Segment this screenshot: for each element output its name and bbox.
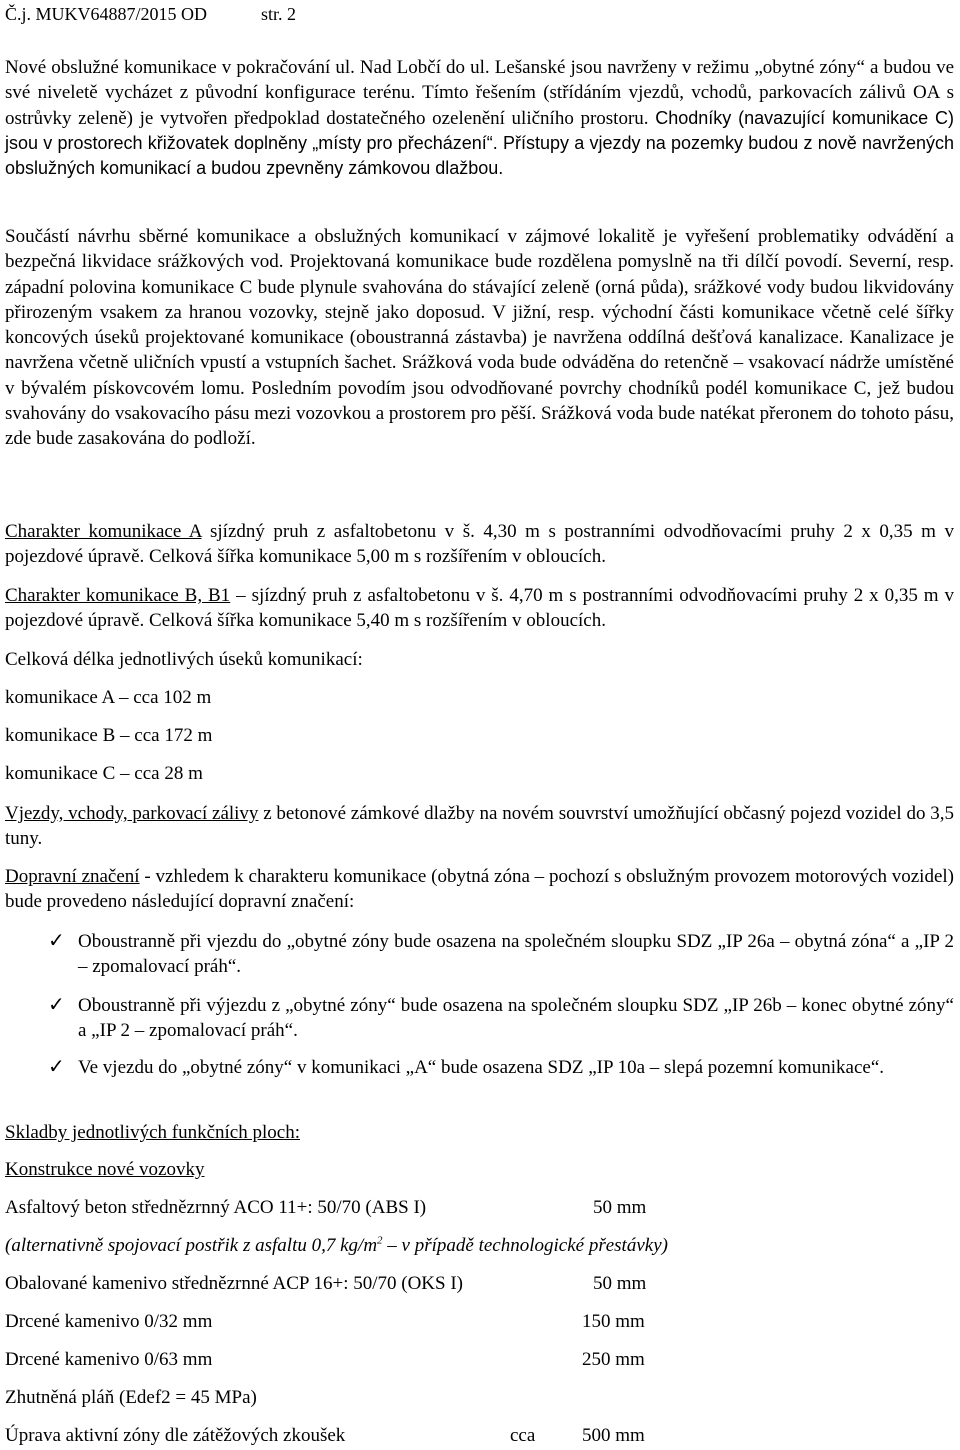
checkmark-icon: ✓ <box>48 992 65 1016</box>
layer-value: 50 mm <box>593 1197 647 1218</box>
paragraph-vjezdy <box>5 801 954 852</box>
layer-value: 250 mm <box>582 1349 645 1370</box>
check-item-text: Oboustranně při výjezdu z „obytné zóny“ bude osazena na společném sloupku SDZ „IP 26b – konec obytné zóny“ a „IP 2 – zpomalovací práh“. <box>78 995 954 1042</box>
note-text-end: – v případě technologické přestávky) <box>382 1235 668 1256</box>
length-item: komunikace B – cca 172 m <box>5 725 213 746</box>
check-item <box>8 993 954 1044</box>
layer-value: 500 mm <box>582 1425 645 1446</box>
char-b-text: – sjízdný pruh z asfaltobetonu v š. 4,70 m s postranními odvodňovacími pruhy 2 x 0,35 m v pojezdové úpravě. Celková šířka komunikace 5,40 m s rozšířením v obloucích. <box>5 585 954 632</box>
char-b-label: Charakter komunikace B, B1 <box>5 585 231 606</box>
layer-name: Drcené kamenivo 0/32 mm <box>5 1311 213 1332</box>
intro-text: Nové obslužné komunikace v pokračování ul. Nad Lobčí do ul. Lešanské jsou navrženy v režimu „obytné zóny“ a budou ve své niveletě vycházet z původní konfigurace terénu. Tímto řešením (střídáním vjezdů, vchodů, parkovacích zálivů OA s ostrůvky zeleně) je vytvořen předpoklad dostatečného ozelenění uličního prostoru. <box>5 57 954 129</box>
layer-value: 50 mm <box>593 1273 647 1294</box>
note-sup: 2 <box>377 1234 383 1247</box>
layer-name: Obalované kamenivo střednězrnné ACP 16+: 50/70 (OKS I) <box>5 1273 464 1294</box>
page-number: str. 2 <box>261 4 297 24</box>
paragraph-char-a <box>5 519 954 570</box>
checkmark-icon: ✓ <box>48 928 65 952</box>
skladby-subtitle: Konstrukce nové vozovky <box>5 1159 205 1180</box>
check-item <box>8 929 954 980</box>
layer-name: Asfaltový beton střednězrnný ACO 11+: 50/70 (ABS I) <box>5 1197 427 1218</box>
lengths-title-text: Celková délka jednotlivých úseků komunikací: <box>5 649 363 670</box>
length-item: komunikace C – cca 28 m <box>5 763 203 784</box>
paragraph-dopravni <box>5 864 954 915</box>
vjezdy-text: z betonové zámkové dlažby na novém souvrství umožňující občasný pojezd vozidel do 3,5 tuny. <box>5 803 954 850</box>
layer-value: 150 mm <box>582 1311 645 1332</box>
dopravni-text: - vzhledem k charakteru komunikace (obytná zóna – pochozí s obslužným provozem motorových vozidel) bude provedeno následující dopravní značení: <box>5 866 955 913</box>
check-item-text: Oboustranně při vjezdu do „obytné zóny bude osazena na společném sloupku SDZ „IP 26a – obytná zóna“ a „IP 2 – zpomalovací práh“. <box>78 931 954 978</box>
dopravni-label: Dopravní značení <box>5 866 140 887</box>
check-item-text: Ve vjezdu do „obytné zóny“ v komunikaci „A“ bude osazena SDZ „IP 10a – slepá pozemní komunikace“. <box>78 1057 885 1078</box>
lengths-title <box>5 647 954 672</box>
paragraph-intro <box>5 55 954 181</box>
layer-name: Úprava aktivní zóny dle zátěžových zkoušek <box>5 1425 346 1446</box>
char-a-label: Charakter komunikace A <box>5 521 202 542</box>
intro-text-sans: Chodníky (navazující komunikace C) jsou v prostorech křižovatek doplněny „místy pro přecházení“. Přístupy a vjezdy na pozemky budou z nově navržených obslužných komunikací a budou zpevněny zámkovou dlažbou. <box>5 107 955 179</box>
page-header <box>5 4 296 25</box>
char-a-text: sjízdný pruh z asfaltobetonu v š. 4,30 m s postranními odvodňovacími pruhy 2 x 0,35 m v pojezdové úpravě. Celková šířka komunikace 5,00 m s rozšířením v obloucích. <box>5 521 954 568</box>
note-text: (alternativně spojovací postřik z asfaltu 0,7 kg/m <box>5 1235 378 1256</box>
length-item: komunikace A – cca 102 m <box>5 687 212 708</box>
checkmark-icon: ✓ <box>48 1054 65 1078</box>
paragraph-drainage <box>5 224 954 452</box>
layer-cca: cca <box>510 1425 536 1446</box>
layer-name: Zhutněná pláň (Edef2 = 45 MPa) <box>5 1387 257 1408</box>
paragraph-char-b <box>5 583 954 634</box>
drainage-text: Součástí návrhu sběrné komunikace a obslužných komunikací v zájmové lokalitě je vyřešení problematiky odvádění a bezpečná likvidace srážkových vod. Projektovaná komunikace bude rozdělena pomyslně na tři dílčí povodí. Severní, resp. západní polovina komunikace C bude plynule svahována do stávající zeleně (orná půda), srážkové vody budou likvidovány přirozeným vsakem za hranou vozovky, stejně jako doposud. V jižní, resp. východní části komunikace včetně celé šířky koncových úseků projektované komunikace (oboustranná zástavba) je navržena oddílná dešťová kanalizace. Kanalizace je navržena včetně uličních vpustí a vstupních šachet. Srážková voda bude odváděna do retenčně – vsakovací nádrže umístěné v bývalém pískovcovém lomu. Posledním povodím jsou odvodňované povrchy chodníků podél komunikace C, jež budou svahovány do vsakovacího pásu mezi vozovkou a prostorem pro pěší. Srážková voda bude natékat přeronem do tohoto pásu, zde bude zasakována do podloží. <box>5 226 954 450</box>
reference-number: Č.j. MUKV64887/2015 OD <box>5 4 208 24</box>
layer-note <box>5 1234 668 1258</box>
check-item <box>8 1055 954 1080</box>
skladby-title: Skladby jednotlivých funkčních ploch: <box>5 1122 300 1143</box>
vjezdy-label: Vjezdy, vchody, parkovací zálivy <box>5 803 259 824</box>
layer-name: Drcené kamenivo 0/63 mm <box>5 1349 213 1370</box>
